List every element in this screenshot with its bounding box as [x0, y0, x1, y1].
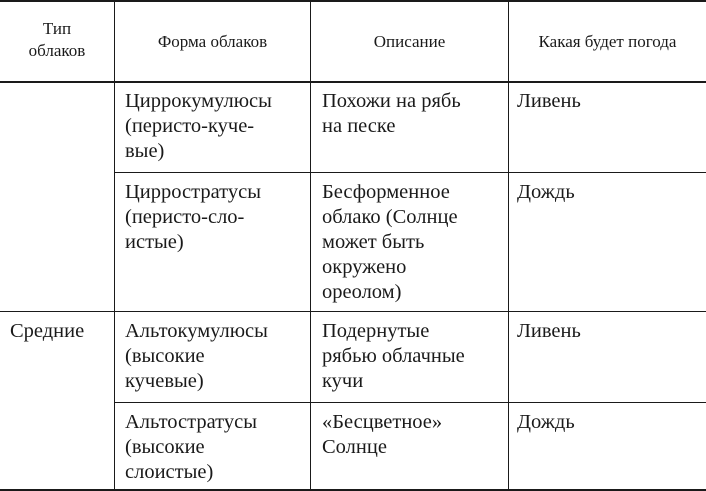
column-divider-3	[508, 0, 509, 491]
column-divider-1	[114, 0, 115, 491]
header-bottom-border	[0, 81, 706, 83]
row1-description: Похожи на рябь на песке	[322, 90, 461, 137]
row2-description: Бесформенное облако (Солнце может быть окружено ореолом)	[322, 181, 458, 303]
row3-divider	[114, 402, 706, 403]
row1-weather: Ливень	[517, 90, 581, 112]
group-divider	[0, 311, 706, 312]
row1-form: Циррокумулюсы (перисто-куче- вые)	[125, 90, 272, 162]
row2-form: Цирростратусы (перисто-сло- истые)	[125, 181, 261, 253]
header-weather: Какая будет погода	[538, 32, 677, 51]
column-divider-2	[310, 0, 311, 491]
row4-weather: Дождь	[517, 411, 575, 433]
row3-cloud-type: Средние	[10, 320, 85, 342]
header-cloud-type: Тип облаков	[28, 19, 86, 60]
row4-description: «Бесцветное» Солнце	[322, 411, 443, 458]
row3-weather: Ливень	[517, 320, 581, 342]
row4-form: Альтостратусы (высокие слоистые)	[125, 411, 257, 483]
row3-description: Подернутые рябью облачные кучи	[322, 320, 465, 392]
row1-divider	[114, 172, 706, 173]
row2-weather: Дождь	[517, 181, 575, 203]
header-description: Описание	[373, 32, 446, 51]
row3-form: Альтокумулюсы (высокие кучевые)	[125, 320, 268, 392]
table-top-border	[0, 0, 706, 2]
header-cloud-form: Форма облаков	[157, 32, 268, 51]
